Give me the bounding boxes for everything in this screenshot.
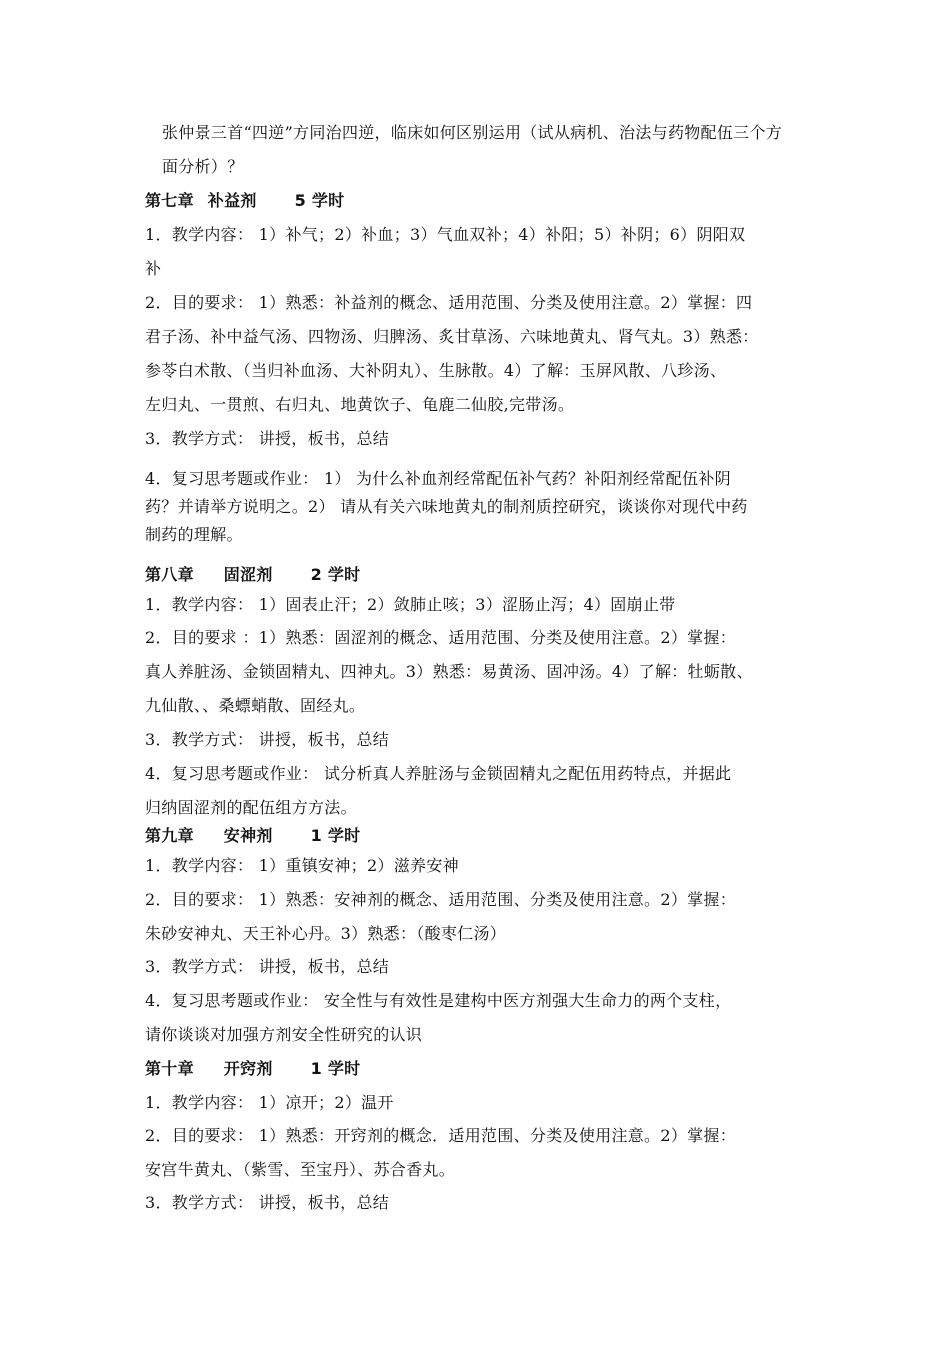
chapter-10-title: 开窍剂 xyxy=(223,1059,273,1078)
ch7-goals-line-3: 参苓白术散、（当归补血汤、大补阴丸）、生脉散。4）了解：玉屏风散、八珍汤、 xyxy=(145,361,727,380)
ch9-review-line-2: 请你谈谈对加强方剂安全性研究的认识 xyxy=(145,1025,423,1044)
chapter-10-hours: 1 学时 xyxy=(310,1059,361,1078)
ch10-goals-line-2: 安宫牛黄丸、（紫雪、至宝丹）、苏合香丸。 xyxy=(145,1160,456,1179)
ch10-method: 3．教学方式： 讲授，板书，总结 xyxy=(145,1193,390,1212)
ch7-goals-line-2: 君子汤、补中益气汤、四物汤、归脾汤、炙甘草汤、六味地黄丸、肾气丸。3）熟悉： xyxy=(145,327,759,346)
chapter-8-number: 第八章 xyxy=(145,565,194,584)
ch7-content-line-2: 补 xyxy=(145,259,162,278)
ch10-content-line-1: 1．教学内容： 1）凉开；2）温开 xyxy=(145,1093,394,1112)
intro-question-line-1: 张仲景三首“四逆”方同治四逆，临床如何区别运用（试从病机、治法与药物配伍三个方 xyxy=(162,123,783,142)
chapter-7-hours: 5 学时 xyxy=(294,191,345,210)
chapter-8-heading xyxy=(145,565,360,585)
ch9-review-line-1: 4．复习思考题或作业： 安全性与有效性是建构中医方剂强大生命力的两个支柱， xyxy=(145,991,732,1010)
ch8-content-line-1: 1．教学内容： 1）固表止汗；2）敛肺止咳；3）涩肠止泻；4）固崩止带 xyxy=(145,595,676,614)
ch9-method: 3．教学方式： 讲授，板书，总结 xyxy=(145,957,390,976)
chapter-9-hours: 1 学时 xyxy=(310,826,361,845)
ch9-goals-line-1: 2．目的要求： 1）熟悉：安神剂的概念、适用范围、分类及使用注意。2）掌握： xyxy=(145,890,737,909)
chapter-10-number: 第十章 xyxy=(145,1059,194,1078)
intro-question-line-2: 面分析）？ xyxy=(162,157,244,176)
ch7-review-line-2: 药？并请举方说明之。2） 请从有关六味地黄丸的制剂质控研究，谈谈你对现代中药 xyxy=(145,497,748,516)
ch7-content-line-1: 1．教学内容： 1）补气；2）补血；3）气血双补；4）补阳；5）补阴；6）阴阳双 xyxy=(145,225,746,244)
ch7-review-line-3: 制药的理解。 xyxy=(145,525,243,544)
ch8-goals-line-3: 九仙散、、桑螵蛸散、固经丸。 xyxy=(145,696,366,715)
chapter-8-title: 固涩剂 xyxy=(223,565,273,584)
ch7-goals-line-4: 左归丸、一贯煎、右归丸、地黄饮子、龟鹿二仙胶,完带汤。 xyxy=(145,395,575,414)
chapter-9-title: 安神剂 xyxy=(223,826,273,845)
ch7-goals-line-1: 2．目的要求： 1）熟悉：补益剂的概念、适用范围、分类及使用注意。2）掌握：四 xyxy=(145,293,753,312)
ch9-content-line-1: 1．教学内容： 1）重镇安神；2）滋养安神 xyxy=(145,856,459,875)
chapter-7-heading xyxy=(145,191,344,211)
chapter-9-number: 第九章 xyxy=(145,826,194,845)
ch8-goals-line-2: 真人养脏汤、金锁固精丸、四神丸。3）熟悉：易黄汤、固冲汤。4）了解：牡蛎散、 xyxy=(145,662,753,681)
ch8-method: 3．教学方式： 讲授，板书，总结 xyxy=(145,730,390,749)
chapter-10-heading xyxy=(145,1059,360,1079)
ch7-review-line-1: 4．复习思考题或作业： 1） 为什么补血剂经常配伍补气药？补阳剂经常配伍补阴 xyxy=(145,469,731,488)
ch9-goals-line-2: 朱砂安神丸、天王补心丹。3）熟悉：（酸枣仁汤） xyxy=(145,924,507,943)
chapter-8-hours: 2 学时 xyxy=(310,565,361,584)
chapter-9-heading xyxy=(145,826,360,846)
chapter-7-title: 补益剂 xyxy=(207,191,257,210)
ch8-goals-line-1: 2．目的要求 ：1）熟悉：固涩剂的概念、适用范围、分类及使用注意。2）掌握： xyxy=(145,628,737,647)
ch7-method: 3．教学方式： 讲授，板书，总结 xyxy=(145,429,390,448)
chapter-7-number: 第七章 xyxy=(145,191,194,210)
ch8-review-line-1: 4．复习思考题或作业： 试分析真人养脏汤与金锁固精丸之配伍用药特点，并据此 xyxy=(145,764,732,783)
ch10-goals-line-1: 2．目的要求： 1）熟悉：开窍剂的概念．适用范围、分类及使用注意。2）掌握： xyxy=(145,1126,737,1145)
ch8-review-line-2: 归纳固涩剂的配伍组方方法。 xyxy=(145,798,357,817)
